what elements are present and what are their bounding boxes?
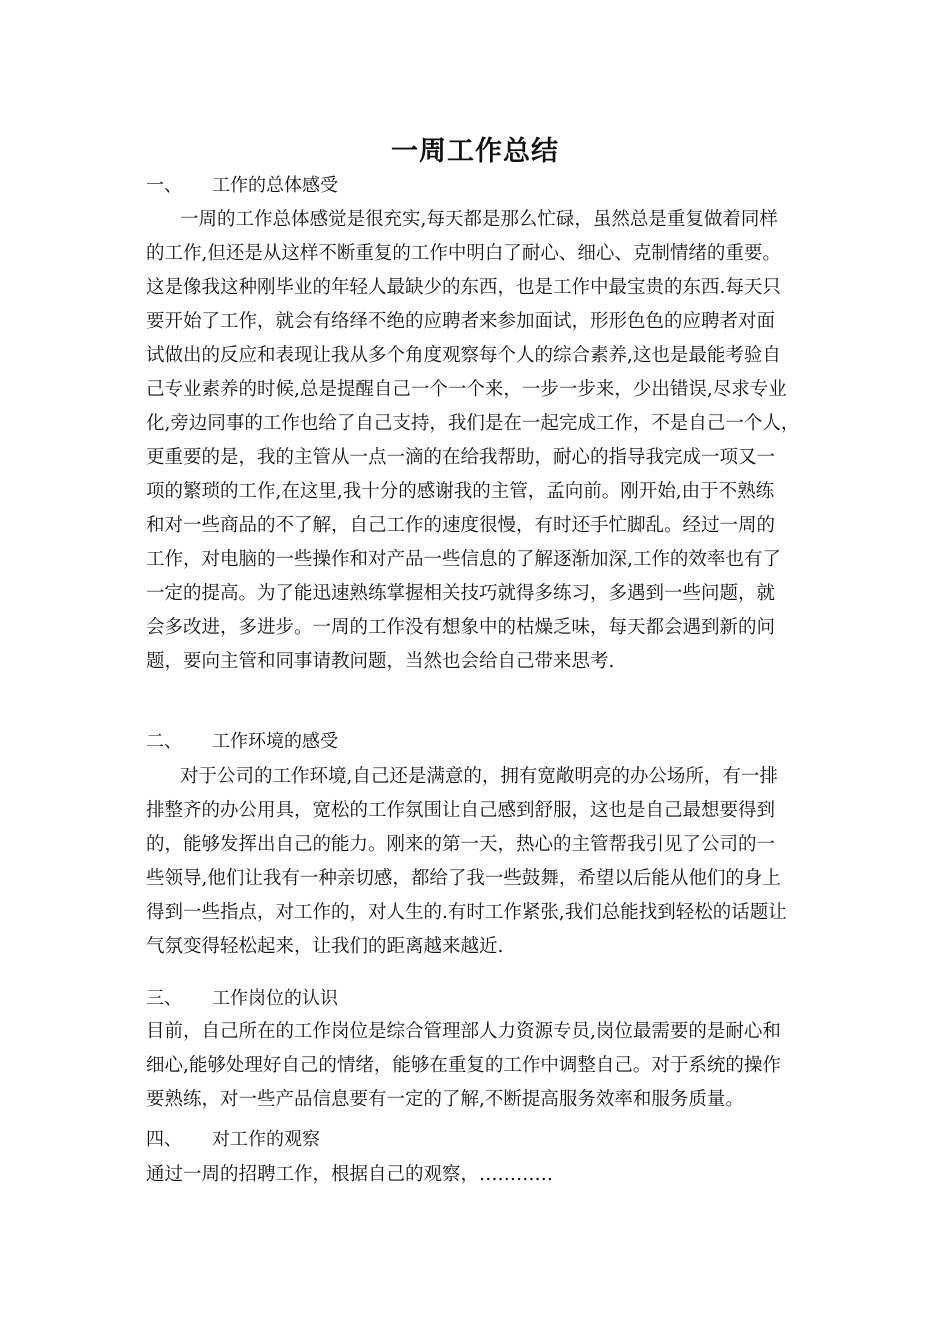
paragraph-line: 的，能够发挥出自己的能力。刚来的第一天，热心的主管帮我引见了公司的一 [146, 834, 776, 855]
paragraph-line: 排整齐的办公用具，宽松的工作氛围让自己感到舒服，这也是自己最想要得到 [146, 800, 776, 821]
paragraph-line: 要熟练，对一些产品信息要有一定的了解,不断提高服务效率和服务质量。 [146, 1089, 744, 1110]
section-number: 三、 [146, 988, 182, 1009]
paragraph-line: 工作，对电脑的一些操作和对产品一些信息的了解逐渐加深,工作的效率也有了 [146, 549, 781, 570]
paragraph-line: 要开始了工作，就会有络绎不绝的应聘者来参加面试，形形色色的应聘者对面 [146, 311, 776, 332]
paragraph-line: 些领导,他们让我有一种亲切感，都给了我一些鼓舞，希望以后能从他们的身上 [146, 868, 781, 889]
paragraph-line: 项的繁琐的工作,在这里,我十分的感谢我的主管，孟向前。刚开始,由于不熟练 [146, 481, 775, 502]
section-title: 对工作的观察 [212, 1129, 320, 1150]
section-paragraph [146, 1158, 808, 1192]
document-title: 一周工作总结 [391, 136, 559, 167]
paragraph-line: 对于公司的工作环境,自己还是满意的，拥有宽敞明亮的办公场所，有一排 [180, 766, 778, 787]
paragraph-line: 细心,能够处理好自己的情绪，能够在重复的工作中调整自己。对于系统的操作 [146, 1055, 781, 1076]
section-number: 一、 [146, 175, 182, 196]
section-heading [146, 728, 338, 756]
section-title: 工作的总体感受 [212, 175, 338, 196]
section-title: 工作环境的感受 [212, 731, 338, 752]
paragraph-line: 一周的工作总体感觉是很充实,每天都是那么忙碌，虽然总是重复做着同样 [180, 209, 778, 230]
section-number: 四、 [146, 1129, 182, 1150]
paragraph-line: 一定的提高。为了能迅速熟练掌握相关技巧就得多练习，多遇到一些问题，就 [146, 583, 776, 604]
section-heading [146, 1126, 320, 1154]
paragraph-line: 会多改进，多进步。一周的工作没有想象中的枯燥乏味，每天都会遇到新的问 [146, 617, 776, 638]
paragraph-line: 化,旁边同事的工作也给了自己支持，我们是在一起完成工作，不是自己一个人， [146, 413, 800, 434]
section-heading [146, 985, 338, 1013]
paragraph-line: 和对一些商品的不了解，自己工作的速度很慢，有时还手忙脚乱。经过一周的 [146, 515, 776, 536]
paragraph-line: 得到一些指点，对工作的，对人生的.有时工作紧张,我们总能找到轻松的话题让 [146, 902, 787, 923]
section-heading [146, 172, 338, 200]
section-title: 工作岗位的认识 [212, 988, 338, 1009]
paragraph-line: 目前，自己所在的工作岗位是综合管理部人力资源专员,岗位最需要的是耐心和 [146, 1021, 781, 1042]
paragraph-line: 题，要向主管和同事请教问题，当然也会给自己带来思考. [146, 651, 615, 672]
paragraph-line: 更重要的是，我的主管从一点一滴的在给我帮助，耐心的指导我完成一项又一 [146, 447, 776, 468]
paragraph-line: 这是像我这种刚毕业的年轻人最缺少的东西，也是工作中最宝贵的东西.每天只 [146, 277, 781, 298]
paragraph-line: 气氛变得轻松起来，让我们的距离越来越近. [146, 936, 504, 957]
section-paragraph [146, 760, 808, 964]
section-paragraph [146, 1015, 808, 1117]
section-number: 二、 [146, 731, 182, 752]
paragraph-line: 的工作,但还是从这样不断重复的工作中明白了耐心、细心、克制情绪的重要。 [146, 243, 781, 264]
paragraph-line: 试做出的反应和表现让我从多个角度观察每个人的综合素养,这也是最能考验自 [146, 345, 781, 366]
section-paragraph [146, 203, 808, 679]
paragraph-line: 己专业素养的时候,总是提醒自己一个一个来，一步一步来，少出错误,尽求专业 [146, 379, 787, 400]
paragraph-line: 通过一周的招聘工作，根据自己的观察，………… [146, 1164, 554, 1185]
